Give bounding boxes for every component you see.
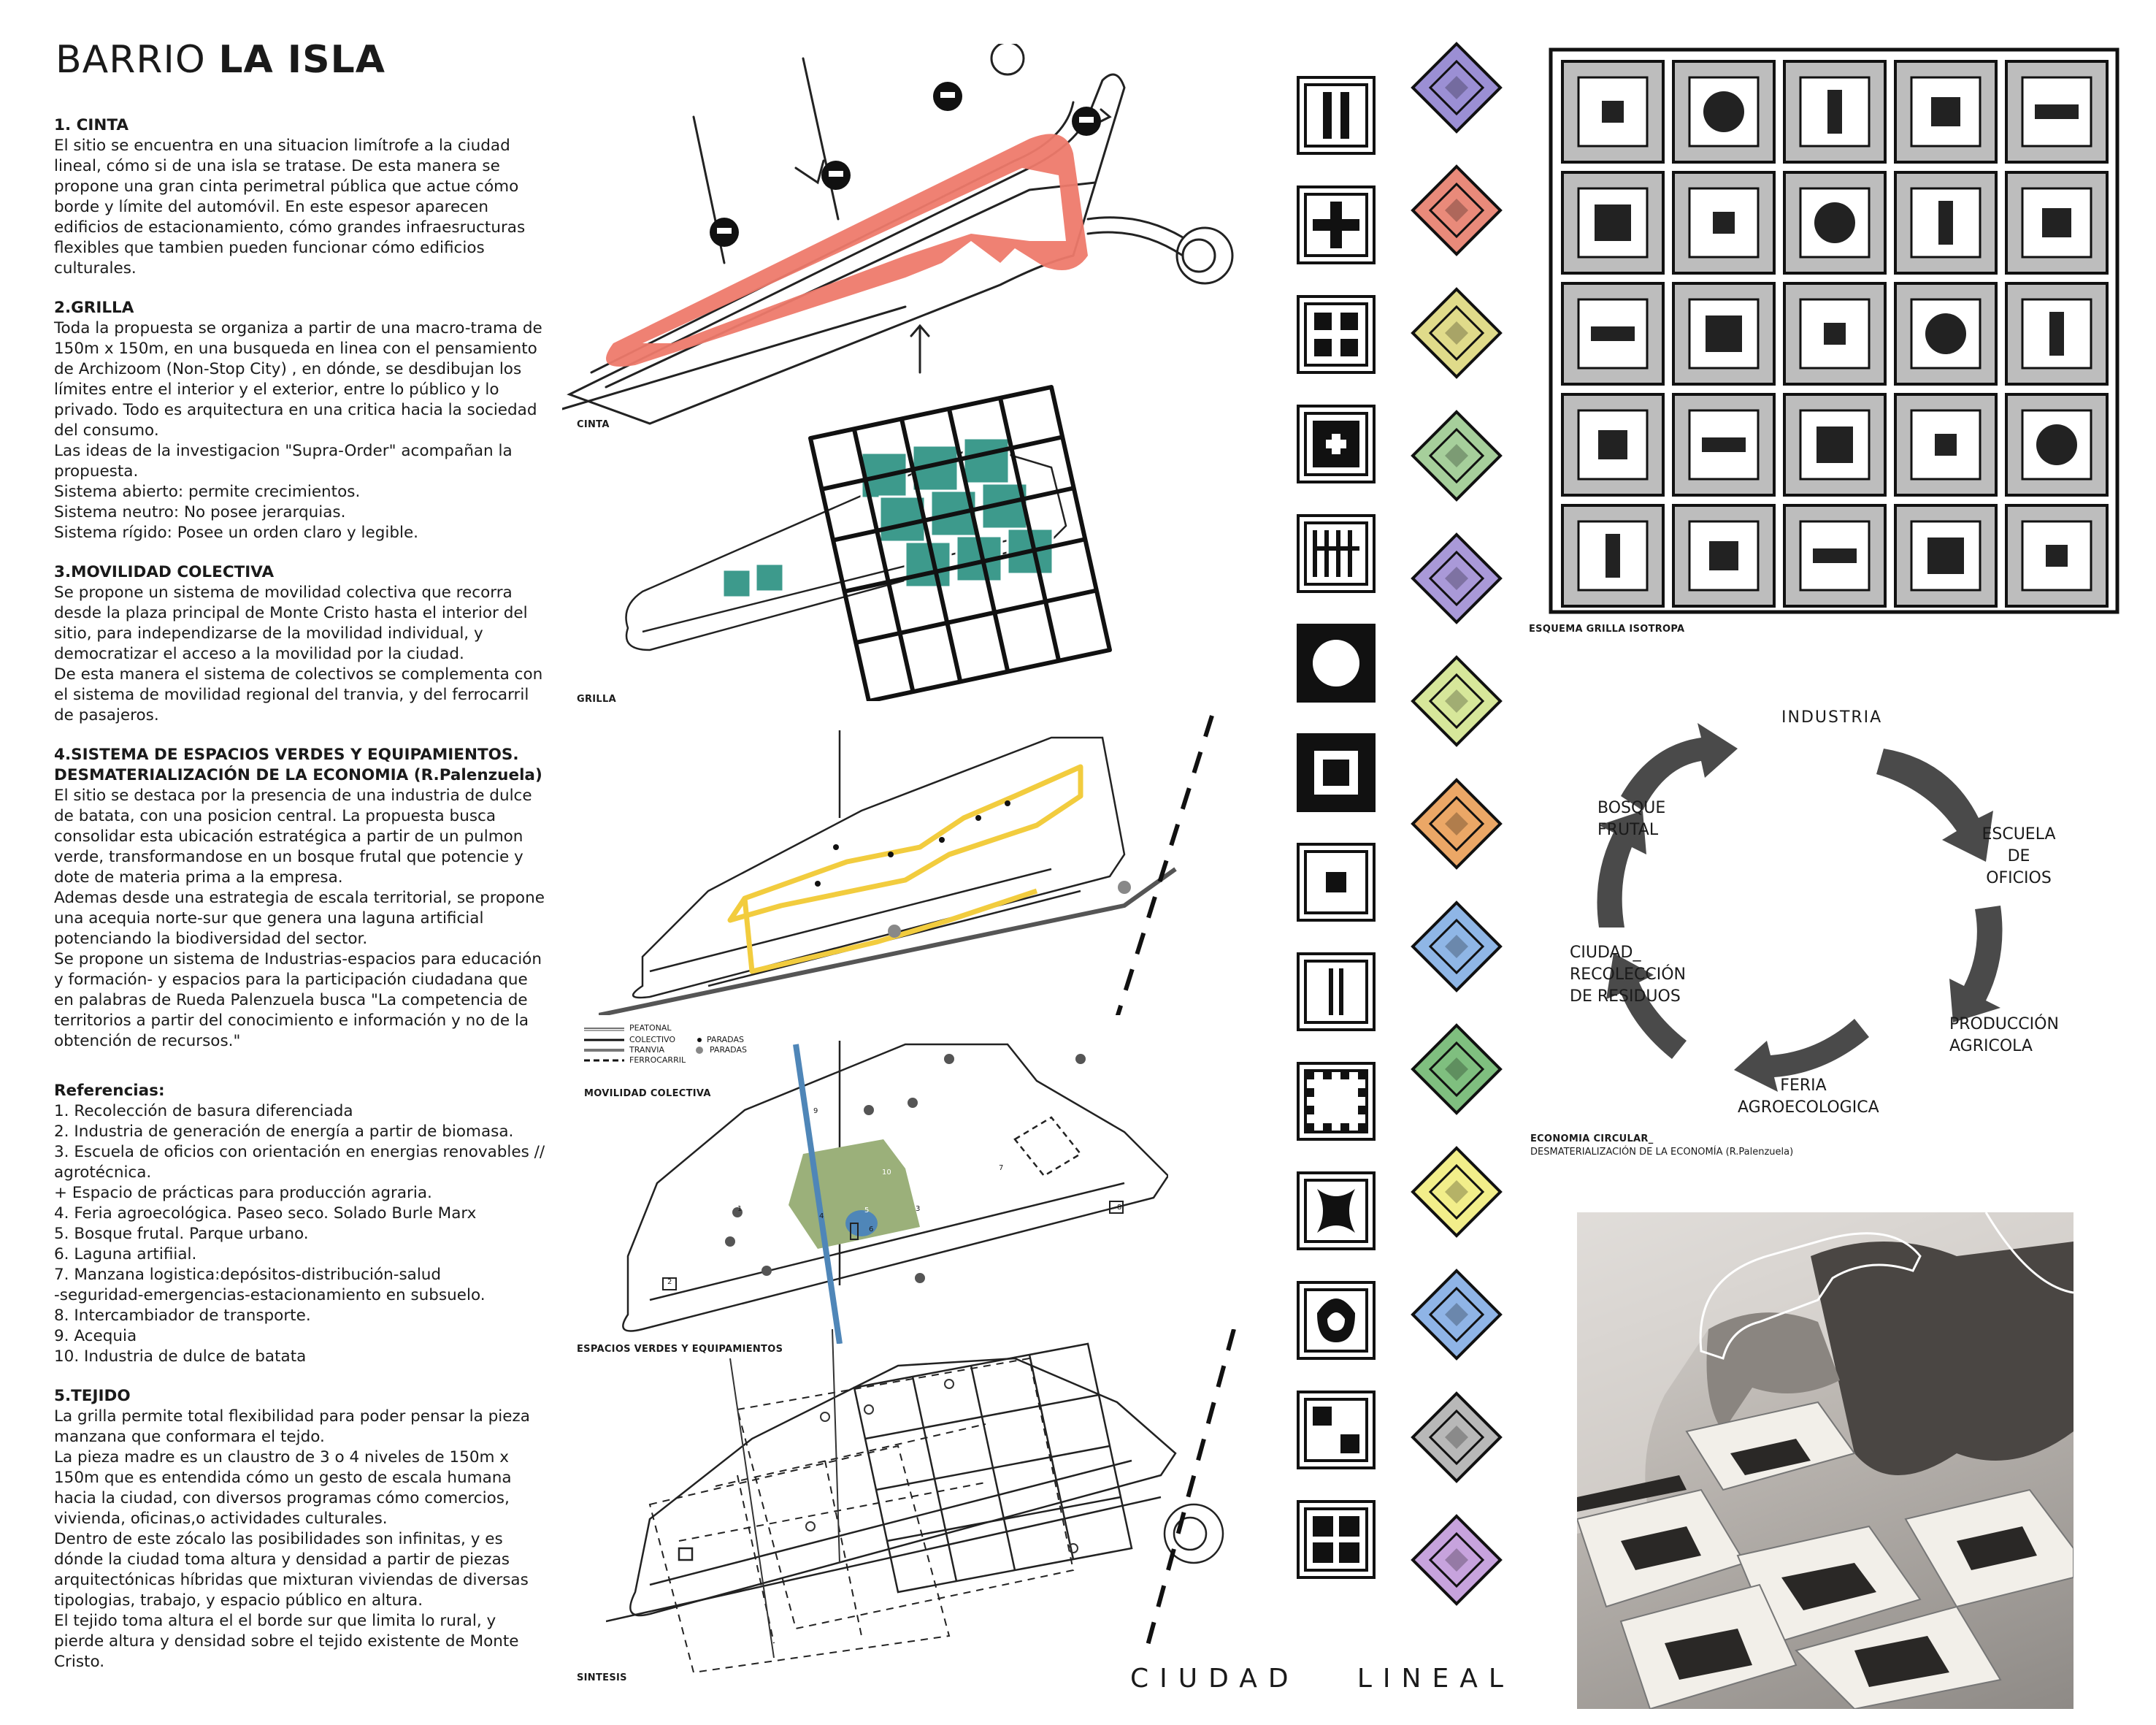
- iso-icon: [1413, 657, 1500, 745]
- esquema-grilla: [1546, 45, 2130, 622]
- list-item: 6. Laguna artifiial.: [54, 1245, 197, 1263]
- map-number: 4: [819, 1212, 824, 1220]
- grid-figure: [1706, 315, 1742, 352]
- section-paragraph: La pieza madre es un claustro de 3 o 4 niveles de 150m x 150m que es entendida cómo un gesto de escala humana hacia la ciudad, con diversos programas cómo comercios, vivienda, oficinas,o actividades culturales.: [54, 1448, 512, 1528]
- list-item: + Espacio de prácticas para producción agraria.: [54, 1184, 432, 1202]
- page-title: [55, 38, 385, 82]
- grid-figure: [1827, 90, 1842, 134]
- list-item: 10. Industria de dulce de batata: [54, 1347, 307, 1366]
- map-number: 1: [737, 1205, 743, 1213]
- section-grilla: [54, 298, 550, 543]
- map-number: 8: [1117, 1204, 1122, 1212]
- section-referencias: [54, 1081, 550, 1367]
- section-paragraph: El sitio se destaca por la presencia de una industria de dulce de batata, con una posicion central. La propuesta busca consolidar esta ubicación estratégica a partir de un pulmon verde, transformandose en un bosque frutal que potencie y dote de materia prima a la empresa.: [54, 787, 532, 887]
- grid-figure: [1595, 204, 1631, 241]
- section-paragraph: Dentro de este zócalo las posibilidades son infinitas, y es dónde la ciudad toma altura y densidad a partir de piezas arquitectónicas híbridas que mixturan viviendas de diversas tipologias, trabajo, y espacio público en altura.: [54, 1530, 529, 1610]
- section-movilidad: [54, 562, 550, 726]
- grid-figure: [1591, 326, 1635, 341]
- grid-figure: [1814, 202, 1855, 243]
- iso-icon: [1413, 412, 1500, 500]
- node-bosque: BOSQUE FRUTAL: [1597, 799, 1666, 839]
- section-paragraph: Sistema rígido: Posee un orden claro y legible.: [54, 524, 419, 542]
- iso-icon: [1413, 1393, 1500, 1481]
- section-cinta: [54, 115, 550, 279]
- section-tejido: [54, 1386, 550, 1672]
- iso-icon: [1413, 1148, 1500, 1236]
- section-heading: 1. CINTA: [54, 116, 129, 134]
- title-prefix: BARRIO: [55, 38, 206, 82]
- list-item: 1. Recolección de basura diferenciada: [54, 1102, 353, 1120]
- list-item: 9. Acequia: [54, 1327, 137, 1345]
- flat-icons: [1292, 72, 1380, 1656]
- node-produccion: PRODUCCIÓN AGRICOLA: [1949, 1015, 2059, 1055]
- iso-icon: [1413, 1025, 1500, 1113]
- section-paragraph: Sistema neutro: No posee jerarquias.: [54, 503, 346, 521]
- section-paragraph: Se propone un sistema de Industrias-espacios para educación y formación- y espacios para la participación ciudadana que en palabras de Rueda Palenzuela busca "La competencia de territorios a partir del conocimiento e información y no de la obtención de recursos.": [54, 950, 542, 1050]
- grid-figure: [2046, 545, 2068, 567]
- iso-icon: [1413, 780, 1500, 868]
- grid-figure: [1813, 548, 1857, 563]
- grid-figure: [2036, 424, 2077, 465]
- section-heading: 2.GRILLA: [54, 299, 134, 317]
- icon-column-iso: [1402, 33, 1511, 1679]
- node-ciudad: CIUDAD_ RECOLECCIÓN DE RESIDUOS: [1570, 944, 1687, 1006]
- ciudad-lineal-caption: CIUDAD LINEAL: [1130, 1664, 1514, 1694]
- legend-tranvia: TRANVIA: [629, 1045, 664, 1055]
- iso-icon: [1413, 535, 1500, 622]
- legend-peatonal: PEATONAL: [629, 1023, 672, 1033]
- label-economia-sub: DESMATERIALIZACIÓN DE LA ECONOMÍA (R.Palenzuela): [1530, 1147, 1794, 1158]
- grilla-diagram: [599, 358, 1241, 701]
- iso-icon: [1413, 1271, 1500, 1358]
- grid-figure: [1702, 437, 1746, 452]
- section-heading: 4.SISTEMA DE ESPACIOS VERDES Y EQUIPAMIENTOS. DESMATERIALIZACIÓN DE LA ECONOMIA (R.Palenzuela): [54, 746, 542, 784]
- referencias-heading: Referencias:: [54, 1082, 165, 1100]
- grid-figure: [1598, 430, 1627, 459]
- iso-icon: [1413, 1516, 1500, 1604]
- map-number: 5: [864, 1206, 870, 1215]
- grid-figure: [2035, 104, 2079, 119]
- yellow-route: [730, 767, 1081, 971]
- map-number: 2: [667, 1278, 672, 1286]
- section-paragraph: La grilla permite total flexibilidad para poder pensar la pieza manzana que conformara el tejdo.: [54, 1407, 530, 1446]
- iso-icon: [1413, 167, 1500, 254]
- model-photo-drawing: [1577, 1212, 2073, 1709]
- label-grilla: GRILLA: [577, 694, 616, 705]
- grid-figure: [2042, 208, 2071, 237]
- movilidad-diagram: [599, 708, 1227, 1015]
- map-number: 10: [882, 1169, 891, 1177]
- grid-figure: [1606, 534, 1620, 578]
- text-column: [54, 115, 550, 1691]
- list-item: 7. Manzana logistica:depósitos-distribución-salud: [54, 1266, 442, 1284]
- grid-figure: [1817, 427, 1853, 463]
- legend-colectivo: COLECTIVO: [629, 1035, 676, 1044]
- isotropic-grid-cells: [1562, 61, 2107, 606]
- referencias-list: [54, 1101, 550, 1367]
- icon-column-flat: [1292, 72, 1380, 1659]
- iso-icon: [1413, 903, 1500, 990]
- grid-figure: [2049, 312, 2064, 356]
- node-escuela: ESCUELA DE OFICIOS: [1982, 825, 2056, 887]
- grid-figure: [1938, 201, 1953, 245]
- section-paragraph: Toda la propuesta se organiza a partir de una macro-trama de 150m x 150m, en una busqueda en linea con el pensamiento de Archizoom (Non-Stop City) , en dónde, se desdibujan los límites entre el interior y el exterior, entre lo público y lo privado. Todo es arquitectura en una critica hacia la sociedad del consumo.: [54, 319, 542, 440]
- label-esquema: ESQUEMA GRILLA ISOTROPA: [1529, 624, 1685, 635]
- label-espacios: ESPACIOS VERDES Y EQUIPAMIENTOS: [577, 1344, 783, 1355]
- map-number: 3: [916, 1205, 921, 1213]
- grid-figure: [1925, 313, 1966, 354]
- section-heading: 5.TEJIDO: [54, 1387, 131, 1405]
- espacios-diagram: [599, 1037, 1168, 1344]
- section-espacios-verdes: [54, 745, 550, 1052]
- grid-figure: [1709, 541, 1738, 570]
- grid-figure: [1927, 538, 1964, 574]
- section-paragraph: Las ideas de la investigacion "Supra-Order" acompañan la propuesta.: [54, 442, 513, 481]
- grid-figure: [1713, 212, 1735, 234]
- iso-icons: [1402, 33, 1511, 1676]
- list-item: 2. Industria de generación de energía a partir de biomasa.: [54, 1122, 514, 1141]
- iso-icon: [1413, 44, 1500, 131]
- section-paragraph: Sistema abierto: permite crecimientos.: [54, 483, 361, 501]
- iso-icon: [1413, 289, 1500, 377]
- title-bold: LA ISLA: [218, 38, 385, 82]
- grid-figure: [1931, 97, 1960, 126]
- legend-paradas-1: PARADAS: [707, 1035, 744, 1044]
- legend-paradas-2: PARADAS: [710, 1045, 747, 1055]
- grid-figure: [1935, 434, 1957, 456]
- list-item: -seguridad-emergencias-estacionamiento en subsuelo.: [54, 1286, 486, 1304]
- label-sintesis: SINTESIS: [577, 1672, 627, 1683]
- grid-figure: [1602, 101, 1624, 123]
- label-movilidad: MOVILIDAD COLECTIVA: [584, 1088, 711, 1099]
- legend-ferrocarril: FERROCARRIL: [629, 1055, 686, 1065]
- node-feria: FERIA AGROECOLOGICA: [1738, 1076, 1879, 1117]
- section-paragraph: Se propone un sistema de movilidad colectiva que recorra desde la plaza principal de Monte Cristo hasta el interior del sitio, para independizarse de la movilidad individual, y democratizar el acceso a la movilidad por la ciudad.: [54, 584, 528, 663]
- list-item: 4. Feria agroecológica. Paseo seco. Solado Burle Marx: [54, 1204, 477, 1223]
- grid-figure: [1824, 323, 1846, 345]
- section-heading: 3.MOVILIDAD COLECTIVA: [54, 563, 275, 581]
- list-item: 8. Intercambiador de transporte.: [54, 1307, 311, 1325]
- node-industria: INDUSTRIA: [1781, 708, 1883, 727]
- label-cinta: CINTA: [577, 419, 610, 430]
- section-paragraph: Ademas desde una estrategia de escala territorial, se propone una acequia norte-sur que genera una laguna artificial potenciando la biodiversidad del sector.: [54, 889, 545, 948]
- label-economia: ECONOMIA CIRCULAR_: [1530, 1133, 1654, 1144]
- cycle-arrows: [1597, 723, 2003, 1092]
- map-number: 7: [999, 1164, 1004, 1172]
- sintesis-diagram: [606, 1329, 1241, 1672]
- section-paragraph: El sitio se encuentra en una situacion limítrofe a la ciudad lineal, cómo si de una isla se tratase. De esta manera se propone una gran cinta perimetral pública que actue cómo borde y límite del automóvil. En este espesor aparecen edificios de estacionamiento, cómo grandes infraesructuras flexibles que tambien pueden funcionar cómo edificios culturales.: [54, 137, 526, 278]
- section-paragraph: El tejido toma altura el el borde sur que limita lo rural, y pierde altura y densidad sobre el tejido existente de Monte Cristo.: [54, 1612, 519, 1671]
- list-item: 5. Bosque frutal. Parque urbano.: [54, 1225, 309, 1243]
- model-photo: [1577, 1212, 2073, 1709]
- grid-figure: [1703, 91, 1744, 132]
- map-number: 6: [869, 1225, 874, 1233]
- section-paragraph: De esta manera el sistema de colectivos se complementa con el sistema de movilidad regional del tranvia, y del ferrocarril de pasajeros.: [54, 665, 543, 724]
- list-item: 3. Escuela de oficios con orientación en energias renovables // agrotécnica.: [54, 1143, 545, 1182]
- map-number: 9: [813, 1107, 818, 1115]
